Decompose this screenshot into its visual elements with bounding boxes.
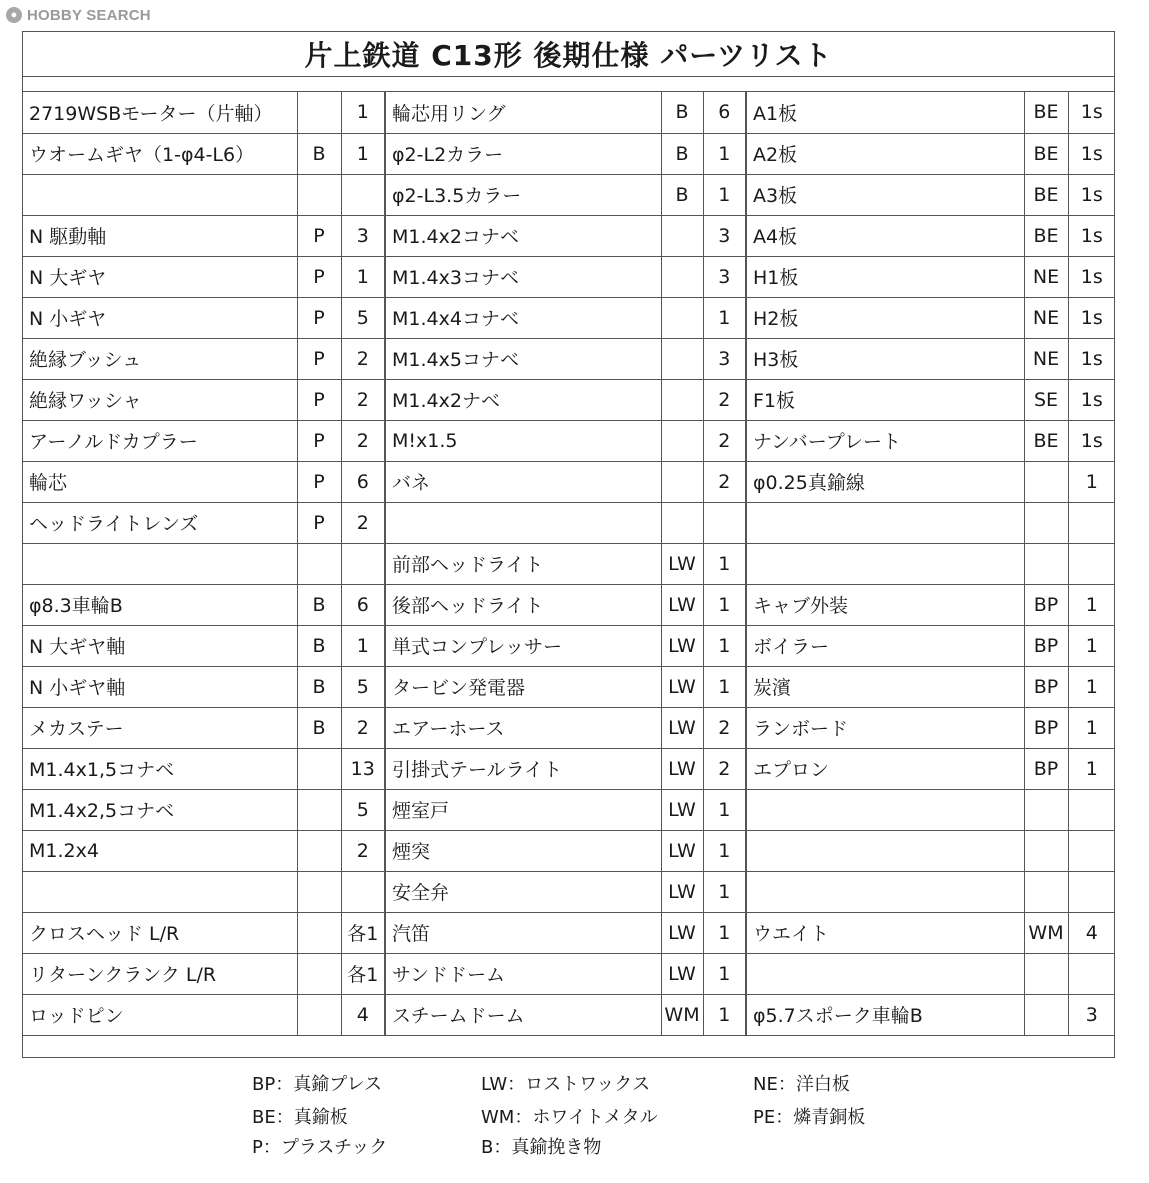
part-name-cell: バネ: [385, 461, 661, 502]
material-cell: P: [297, 461, 341, 502]
parts-row: [23, 871, 1115, 912]
part-name-cell: 前部ヘッドライト: [385, 543, 661, 584]
material-cell: WM: [661, 994, 703, 1035]
material-cell: BP: [1024, 707, 1068, 748]
part-name-cell: A4板: [746, 215, 1024, 256]
part-name-cell: スチームドーム: [385, 994, 661, 1035]
material-cell: LW: [661, 625, 703, 666]
material-cell: LW: [661, 830, 703, 871]
quantity-cell: 1: [703, 871, 746, 912]
part-name-cell: M1.4x2コナベ: [385, 215, 661, 256]
material-cell: [297, 789, 341, 830]
quantity-cell: 2: [703, 420, 746, 461]
quantity-cell: 3: [703, 215, 746, 256]
quantity-cell: 1s: [1068, 420, 1115, 461]
parts-row: [23, 174, 1115, 215]
part-name-cell: [746, 830, 1024, 871]
part-name-cell: M1.4x4コナベ: [385, 297, 661, 338]
material-cell: [1024, 871, 1068, 912]
quantity-cell: [1068, 871, 1115, 912]
quantity-cell: 2: [703, 379, 746, 420]
part-name-cell: サンドドーム: [385, 953, 661, 994]
parts-row: [23, 92, 1115, 133]
quantity-cell: 1: [1068, 666, 1115, 707]
material-cell: [1024, 461, 1068, 502]
material-cell: BE: [1024, 420, 1068, 461]
part-name-cell: A1板: [746, 92, 1024, 133]
quantity-cell: 1: [703, 543, 746, 584]
parts-table: [23, 92, 1115, 1036]
parts-row: [23, 912, 1115, 953]
part-name-cell: 2719WSBモーター（片軸）: [23, 92, 297, 133]
material-cell: LW: [661, 871, 703, 912]
part-name-cell: N 大ギヤ: [23, 256, 297, 297]
part-name-cell: ランボード: [746, 707, 1024, 748]
quantity-cell: 1: [703, 953, 746, 994]
part-name-cell: アーノルドカプラー: [23, 420, 297, 461]
parts-row: [23, 338, 1115, 379]
material-cell: [661, 215, 703, 256]
part-name-cell: M1.4x5コナベ: [385, 338, 661, 379]
part-name-cell: キャブ外装: [746, 584, 1024, 625]
part-name-cell: M1.4x2ナベ: [385, 379, 661, 420]
part-name-cell: 汽笛: [385, 912, 661, 953]
material-cell: P: [297, 297, 341, 338]
parts-row: [23, 625, 1115, 666]
parts-row: [23, 379, 1115, 420]
quantity-cell: 13: [341, 748, 385, 789]
part-name-cell: メカステー: [23, 707, 297, 748]
quantity-cell: 3: [341, 215, 385, 256]
material-cell: [1024, 830, 1068, 871]
legend-item: PE：燐青銅板: [753, 1107, 866, 1128]
part-name-cell: ナンバープレート: [746, 420, 1024, 461]
quantity-cell: 1: [703, 297, 746, 338]
quantity-cell: 2: [341, 338, 385, 379]
parts-row: [23, 502, 1115, 543]
quantity-cell: 2: [341, 420, 385, 461]
part-name-cell: N 駆動軸: [23, 215, 297, 256]
hobby-search-logo-icon: ●: [6, 7, 22, 23]
quantity-cell: 1: [341, 133, 385, 174]
part-name-cell: 安全弁: [385, 871, 661, 912]
quantity-cell: [1068, 789, 1115, 830]
part-name-cell: M1.4x1,5コナベ: [23, 748, 297, 789]
parts-row: [23, 953, 1115, 994]
quantity-cell: 1: [703, 174, 746, 215]
quantity-cell: [341, 543, 385, 584]
material-cell: [1024, 953, 1068, 994]
part-name-cell: N 小ギヤ: [23, 297, 297, 338]
material-cell: LW: [661, 953, 703, 994]
material-cell: NE: [1024, 338, 1068, 379]
part-name-cell: エアーホース: [385, 707, 661, 748]
part-name-cell: [746, 502, 1024, 543]
part-name-cell: 輪芯: [23, 461, 297, 502]
quantity-cell: 2: [703, 748, 746, 789]
material-cell: LW: [661, 666, 703, 707]
material-cell: B: [661, 174, 703, 215]
material-cell: LW: [661, 543, 703, 584]
quantity-cell: 1: [341, 256, 385, 297]
material-cell: [661, 461, 703, 502]
legend-item: BE：真鍮板: [252, 1107, 348, 1128]
material-cell: B: [661, 133, 703, 174]
quantity-cell: 1: [703, 666, 746, 707]
material-cell: [661, 379, 703, 420]
part-name-cell: ヘッドライトレンズ: [23, 502, 297, 543]
legend-item: P：プラスチック: [252, 1137, 388, 1158]
quantity-cell: 4: [341, 994, 385, 1035]
parts-row: [23, 666, 1115, 707]
quantity-cell: 4: [1068, 912, 1115, 953]
quantity-cell: 1: [1068, 625, 1115, 666]
material-cell: P: [297, 502, 341, 543]
material-cell: P: [297, 215, 341, 256]
material-cell: LW: [661, 707, 703, 748]
quantity-cell: 1: [1068, 748, 1115, 789]
part-name-cell: M1.4x3コナベ: [385, 256, 661, 297]
part-name-cell: 絶縁ブッシュ: [23, 338, 297, 379]
quantity-cell: 1: [703, 584, 746, 625]
quantity-cell: 1: [1068, 461, 1115, 502]
legend-item: LW：ロストワックス: [481, 1074, 651, 1095]
part-name-cell: M!x1.5: [385, 420, 661, 461]
quantity-cell: [1068, 830, 1115, 871]
logo-text: HOBBY SEARCH: [27, 6, 151, 24]
material-cell: [1024, 994, 1068, 1035]
part-name-cell: 輪芯用リング: [385, 92, 661, 133]
material-cell: BP: [1024, 666, 1068, 707]
quantity-cell: 1: [341, 625, 385, 666]
part-name-cell: [746, 953, 1024, 994]
part-name-cell: N 小ギヤ軸: [23, 666, 297, 707]
quantity-cell: 5: [341, 789, 385, 830]
material-cell: BE: [1024, 215, 1068, 256]
quantity-cell: 2: [341, 830, 385, 871]
quantity-cell: 1s: [1068, 338, 1115, 379]
quantity-cell: 5: [341, 297, 385, 338]
material-cell: [661, 297, 703, 338]
part-name-cell: F1板: [746, 379, 1024, 420]
parts-row: [23, 543, 1115, 584]
part-name-cell: クロスヘッド L/R: [23, 912, 297, 953]
material-cell: BE: [1024, 92, 1068, 133]
part-name-cell: エプロン: [746, 748, 1024, 789]
part-name-cell: 絶縁ワッシャ: [23, 379, 297, 420]
hobby-search-logo: [6, 4, 151, 26]
material-cell: [661, 338, 703, 379]
material-cell: LW: [661, 584, 703, 625]
material-cell: [297, 830, 341, 871]
quantity-cell: 6: [341, 584, 385, 625]
quantity-cell: 1: [703, 625, 746, 666]
quantity-cell: 5: [341, 666, 385, 707]
part-name-cell: M1.4x2,5コナベ: [23, 789, 297, 830]
parts-row: [23, 297, 1115, 338]
parts-row: [23, 748, 1115, 789]
part-name-cell: φ2-L3.5カラー: [385, 174, 661, 215]
part-name-cell: [23, 543, 297, 584]
part-name-cell: ウオームギヤ（1-φ4-L6）: [23, 133, 297, 174]
part-name-cell: [746, 871, 1024, 912]
parts-row: [23, 584, 1115, 625]
quantity-cell: 1s: [1068, 133, 1115, 174]
quantity-cell: 2: [703, 461, 746, 502]
parts-row: [23, 420, 1115, 461]
legend-item: WM：ホワイトメタル: [481, 1107, 658, 1128]
part-name-cell: [23, 871, 297, 912]
quantity-cell: 2: [341, 707, 385, 748]
material-cell: BP: [1024, 584, 1068, 625]
material-cell: [661, 502, 703, 543]
part-name-cell: A3板: [746, 174, 1024, 215]
material-cell: B: [297, 666, 341, 707]
quantity-cell: 1s: [1068, 379, 1115, 420]
quantity-cell: 2: [703, 707, 746, 748]
part-name-cell: H3板: [746, 338, 1024, 379]
part-name-cell: φ0.25真鍮線: [746, 461, 1024, 502]
quantity-cell: 2: [341, 502, 385, 543]
legend-item: B：真鍮挽き物: [481, 1137, 602, 1158]
material-cell: LW: [661, 789, 703, 830]
title-separator: [23, 77, 1114, 92]
part-name-cell: [746, 789, 1024, 830]
material-cell: NE: [1024, 297, 1068, 338]
quantity-cell: [1068, 502, 1115, 543]
quantity-cell: 各1: [341, 912, 385, 953]
quantity-cell: 1: [703, 994, 746, 1035]
part-name-cell: [385, 502, 661, 543]
part-name-cell: N 大ギヤ軸: [23, 625, 297, 666]
material-cell: B: [297, 133, 341, 174]
part-name-cell: φ2-L2カラー: [385, 133, 661, 174]
quantity-cell: 3: [1068, 994, 1115, 1035]
material-cell: SE: [1024, 379, 1068, 420]
quantity-cell: [1068, 953, 1115, 994]
material-cell: BP: [1024, 748, 1068, 789]
material-cell: WM: [1024, 912, 1068, 953]
quantity-cell: 1s: [1068, 297, 1115, 338]
part-name-cell: 煙室戸: [385, 789, 661, 830]
material-cell: B: [661, 92, 703, 133]
material-cell: B: [297, 584, 341, 625]
material-cell: P: [297, 420, 341, 461]
material-cell: BE: [1024, 133, 1068, 174]
parts-row: [23, 994, 1115, 1035]
material-cell: BP: [1024, 625, 1068, 666]
quantity-cell: 1: [1068, 584, 1115, 625]
part-name-cell: H2板: [746, 297, 1024, 338]
parts-row: [23, 707, 1115, 748]
parts-list-title: 片上鉄道 C13形 後期仕様 パーツリスト: [23, 32, 1114, 77]
quantity-cell: 1: [703, 830, 746, 871]
part-name-cell: 煙突: [385, 830, 661, 871]
material-cell: [1024, 502, 1068, 543]
parts-row: [23, 789, 1115, 830]
material-cell: LW: [661, 748, 703, 789]
material-cell: P: [297, 338, 341, 379]
part-name-cell: 単式コンプレッサー: [385, 625, 661, 666]
material-cell: [297, 174, 341, 215]
part-name-cell: タービン発電器: [385, 666, 661, 707]
material-cell: [297, 912, 341, 953]
part-name-cell: [23, 174, 297, 215]
quantity-cell: [341, 871, 385, 912]
legend-item: BP：真鍮プレス: [252, 1074, 382, 1095]
material-cell: [1024, 543, 1068, 584]
material-cell: [297, 543, 341, 584]
material-cell: [297, 92, 341, 133]
part-name-cell: ロッドピン: [23, 994, 297, 1035]
material-cell: [661, 420, 703, 461]
quantity-cell: 1s: [1068, 256, 1115, 297]
part-name-cell: ボイラー: [746, 625, 1024, 666]
material-cell: P: [297, 256, 341, 297]
part-name-cell: 後部ヘッドライト: [385, 584, 661, 625]
material-cell: [297, 994, 341, 1035]
quantity-cell: 1: [703, 133, 746, 174]
material-cell: NE: [1024, 256, 1068, 297]
material-cell: [297, 871, 341, 912]
material-cell: B: [297, 625, 341, 666]
part-name-cell: φ8.3車輪B: [23, 584, 297, 625]
quantity-cell: 1s: [1068, 215, 1115, 256]
quantity-cell: 1: [703, 912, 746, 953]
part-name-cell: ウエイト: [746, 912, 1024, 953]
quantity-cell: 2: [341, 379, 385, 420]
quantity-cell: 1s: [1068, 174, 1115, 215]
quantity-cell: 各1: [341, 953, 385, 994]
quantity-cell: [341, 174, 385, 215]
quantity-cell: 1: [703, 789, 746, 830]
parts-row: [23, 215, 1115, 256]
part-name-cell: M1.2x4: [23, 830, 297, 871]
quantity-cell: 1s: [1068, 92, 1115, 133]
parts-row: [23, 256, 1115, 297]
quantity-cell: 1: [341, 92, 385, 133]
quantity-cell: [703, 502, 746, 543]
part-name-cell: 炭濱: [746, 666, 1024, 707]
part-name-cell: 引掛式テールライト: [385, 748, 661, 789]
quantity-cell: 6: [703, 92, 746, 133]
quantity-cell: [1068, 543, 1115, 584]
quantity-cell: 6: [341, 461, 385, 502]
material-cell: [1024, 789, 1068, 830]
legend-item: NE：洋白板: [753, 1074, 850, 1095]
quantity-cell: 3: [703, 338, 746, 379]
material-cell: LW: [661, 912, 703, 953]
parts-row: [23, 461, 1115, 502]
part-name-cell: [746, 543, 1024, 584]
parts-row: [23, 830, 1115, 871]
material-cell: BE: [1024, 174, 1068, 215]
part-name-cell: A2板: [746, 133, 1024, 174]
quantity-cell: 1: [1068, 707, 1115, 748]
material-cell: [661, 256, 703, 297]
material-cell: P: [297, 379, 341, 420]
material-cell: B: [297, 707, 341, 748]
material-cell: [297, 953, 341, 994]
part-name-cell: H1板: [746, 256, 1024, 297]
part-name-cell: φ5.7スポーク車輪B: [746, 994, 1024, 1035]
parts-row: [23, 133, 1115, 174]
part-name-cell: リターンクランク L/R: [23, 953, 297, 994]
parts-list-sheet: [22, 31, 1115, 1058]
quantity-cell: 3: [703, 256, 746, 297]
material-cell: [297, 748, 341, 789]
parts-table-body: [23, 92, 1115, 1035]
